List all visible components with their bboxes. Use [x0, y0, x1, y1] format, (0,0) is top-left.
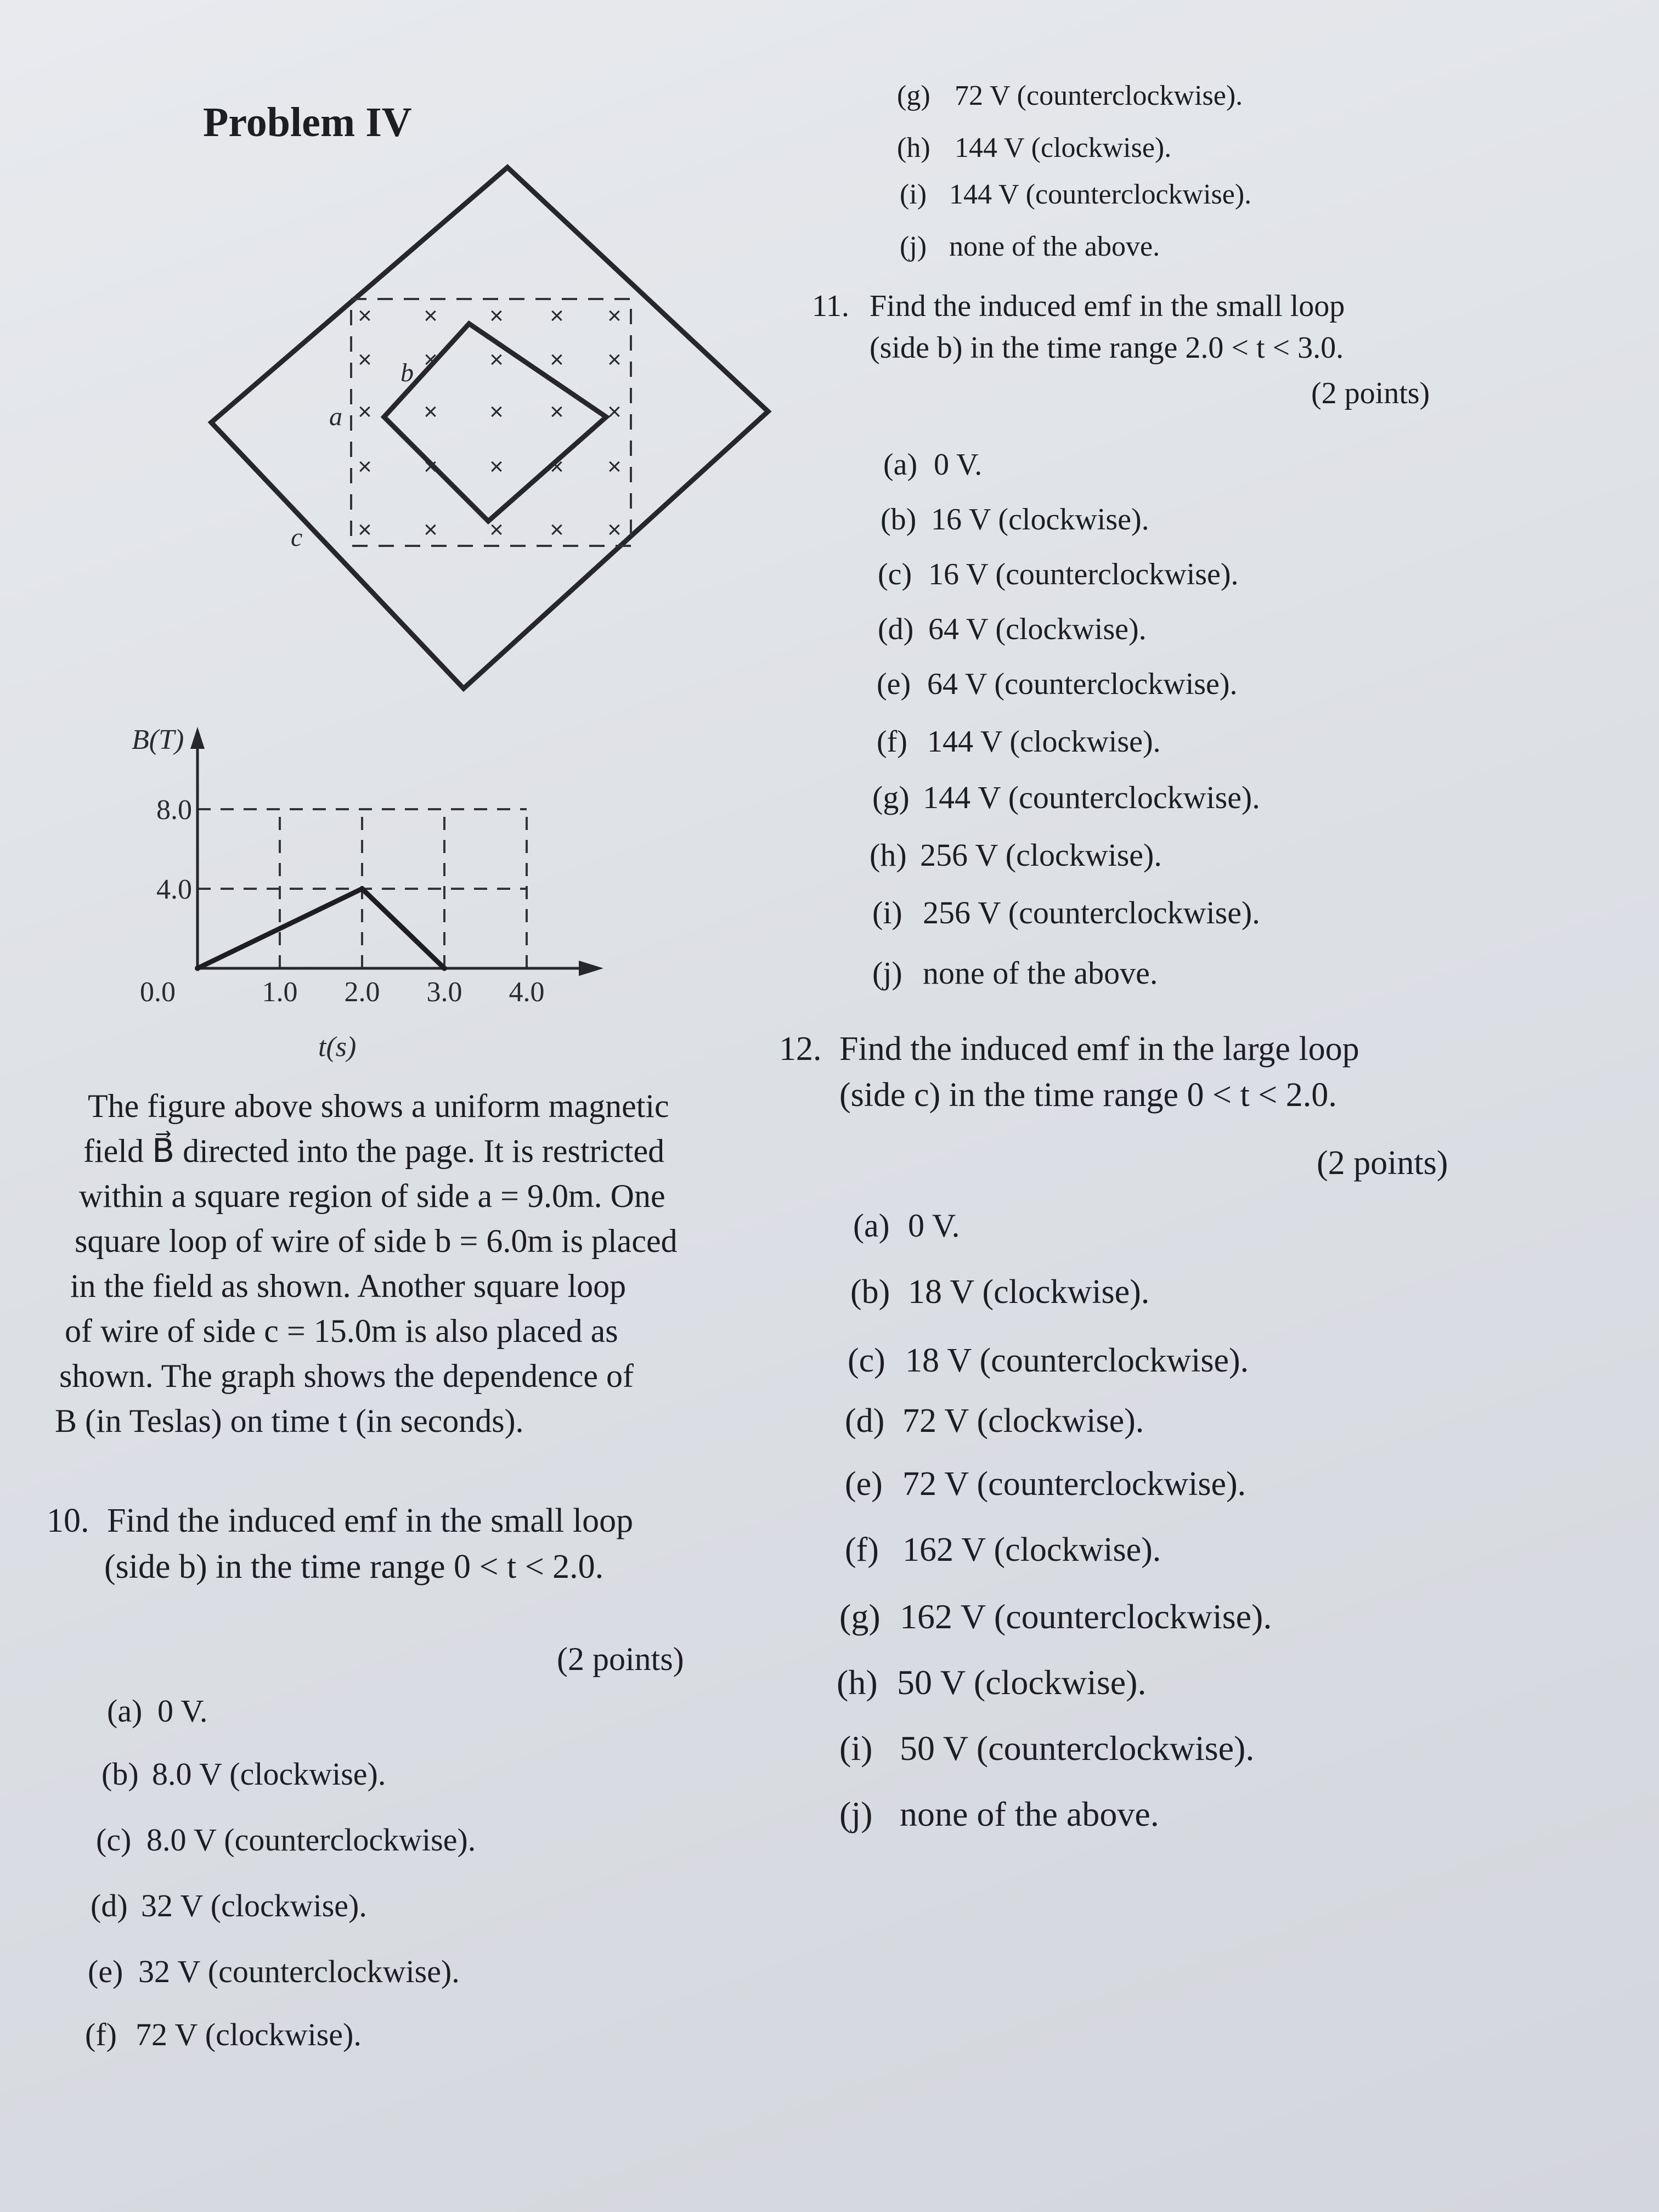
question-11 [812, 285, 1345, 369]
field-x-mark: × [607, 453, 622, 480]
intro-line: B (in Teslas) on time t (in seconds). [55, 1403, 524, 1439]
q12-option-i[interactable]: (i) 50 V (counterclockwise). [839, 1729, 1255, 1768]
q10-option-j[interactable]: (j) none of the above. [900, 231, 1160, 262]
field-x-mark: × [358, 398, 372, 425]
field-x-mark: × [424, 453, 438, 480]
field-x-mark: × [358, 302, 372, 329]
intro-line: of wire of side c = 15.0m is also placed as [65, 1313, 618, 1349]
field-x-mark: × [489, 453, 504, 480]
field-x-mark: × [550, 516, 564, 543]
intro-line: within a square region of side a = 9.0m. One [79, 1178, 665, 1214]
series-point [195, 966, 200, 971]
series-point [359, 886, 365, 891]
field-x-mark: × [607, 302, 622, 329]
y-tick-label: 4.0 [156, 874, 192, 905]
question-10-points: (2 points) [557, 1641, 684, 1677]
q11-option-a[interactable]: (a) 0 V. [883, 448, 983, 482]
intro-paragraph [55, 1084, 774, 1443]
question-text: Find the induced emf in the small loop [107, 1502, 634, 1539]
question-number: 11. [812, 289, 849, 323]
q12-option-b[interactable]: (b) 18 V (clockwise). [850, 1273, 1150, 1311]
field-x-mark: × [424, 302, 438, 329]
q11-option-h[interactable]: (h) 256 V (clockwise). [870, 837, 1162, 873]
field-x-mark: × [489, 302, 504, 329]
question-number: 10. [47, 1502, 89, 1539]
series-line-b [198, 889, 444, 968]
q12-option-g[interactable]: (g) 162 V (counterclockwise). [839, 1597, 1272, 1636]
question-number: 12. [779, 1030, 822, 1068]
q11-option-g[interactable]: (g) 144 V (counterclockwise). [872, 780, 1260, 815]
label-b: b [400, 358, 414, 387]
field-x-mark: × [358, 346, 372, 373]
field-x-mark: × [550, 398, 564, 425]
q11-option-b[interactable]: (b) 16 V (clockwise). [881, 503, 1149, 537]
q12-option-d[interactable]: (d) 72 V (clockwise). [845, 1402, 1144, 1440]
field-x-mark: × [607, 516, 622, 543]
intro-line: in the field as shown. Another square loop [70, 1268, 627, 1304]
q12-option-a[interactable]: (a) 0 V. [853, 1207, 960, 1244]
q10-option-i[interactable]: (i) 144 V (counterclockwise). [900, 179, 1252, 210]
intro-line: square loop of wire of side b = 6.0m is placed [75, 1223, 678, 1259]
question-text: Find the induced emf in the small loop [870, 289, 1345, 323]
intro-line: The figure above shows a uniform magnetic [88, 1088, 669, 1124]
question-text: (side b) in the time range 0 < t < 2.0. [104, 1548, 604, 1585]
q11-option-e[interactable]: (e) 64 V (counterclockwise). [877, 667, 1238, 701]
q11-option-j[interactable]: (j) none of the above. [872, 955, 1158, 991]
question-text: (side c) in the time range 0 < t < 2.0. [839, 1076, 1337, 1114]
problem-title: Problem IV [203, 99, 412, 145]
question-12-points: (2 points) [1317, 1144, 1448, 1182]
x-axis-arrow [579, 961, 603, 976]
y-axis-label: B(T) [132, 724, 184, 755]
field-x-mark: × [489, 516, 504, 543]
question-11-points: (2 points) [1311, 376, 1430, 410]
q10-option-a[interactable]: (a) 0 V. [107, 1693, 208, 1729]
field-x-mark: × [424, 398, 438, 425]
label-a: a [329, 402, 342, 431]
x-tick-label: 2.0 [344, 977, 380, 1008]
field-x-mark: × [489, 398, 504, 425]
y-tick-label: 8.0 [156, 794, 192, 826]
field-x-mark: × [607, 398, 622, 425]
q12-option-c[interactable]: (c) 18 V (counterclockwise). [848, 1342, 1249, 1379]
series-points [195, 886, 447, 971]
q12-option-e[interactable]: (e) 72 V (counterclockwise). [845, 1465, 1246, 1503]
x-tick-label: 1.0 [262, 977, 298, 1008]
q10-option-d[interactable]: (d) 32 V (clockwise). [91, 1888, 367, 1923]
intro-line: shown. The graph shows the dependence of [59, 1358, 634, 1394]
y-axis-arrow [190, 727, 205, 749]
field-x-mark: × [424, 346, 438, 373]
field-x-mark: × [550, 302, 564, 329]
q12-option-j[interactable]: (j) none of the above. [839, 1795, 1159, 1833]
field-x-mark: × [358, 516, 372, 543]
q10-option-c[interactable]: (c) 8.0 V (counterclockwise). [96, 1822, 476, 1858]
q10-option-g[interactable]: (g) 72 V (counterclockwise). [897, 80, 1243, 111]
x-axis-label: t(s) [318, 1031, 357, 1063]
label-c: c [291, 523, 303, 552]
question-text: (side b) in the time range 2.0 < t < 3.0. [870, 331, 1344, 365]
field-x-mark: × [358, 453, 372, 480]
question-10 [47, 1498, 633, 1590]
q10-option-h[interactable]: (h) 144 V (clockwise). [897, 132, 1172, 163]
q12-option-f[interactable]: (f) 162 V (clockwise). [845, 1531, 1161, 1568]
x-tick-label: 3.0 [426, 977, 462, 1008]
field-x-mark: × [607, 346, 622, 373]
field-x-mark: × [550, 453, 564, 480]
field-x-mark: × [550, 346, 564, 373]
q11-option-d[interactable]: (d) 64 V (clockwise). [878, 612, 1147, 646]
q10-option-f[interactable]: (f) 72 V (clockwise). [85, 2017, 362, 2052]
question-text: Find the induced emf in the large loop [839, 1030, 1359, 1068]
q10-option-e[interactable]: (e) 32 V (counterclockwise). [88, 1954, 460, 1989]
b-vs-t-chart [126, 702, 647, 1064]
q11-option-c[interactable]: (c) 16 V (counterclockwise). [878, 557, 1239, 591]
q11-option-f[interactable]: (f) 144 V (clockwise). [877, 725, 1161, 759]
large-loop-c [211, 167, 768, 689]
field-x-mark: × [489, 346, 504, 373]
question-12 [779, 1026, 1359, 1118]
field-x-mark: × [424, 516, 438, 543]
x-tick-label: 4.0 [509, 977, 545, 1008]
loop-diagram [203, 159, 785, 697]
q10-option-b[interactable]: (b) 8.0 V (clockwise). [101, 1756, 386, 1792]
intro-line: field B⃗ directed into the page. It is restricted [83, 1133, 665, 1169]
q12-option-h[interactable]: (h) 50 V (clockwise). [837, 1663, 1147, 1702]
y-tick-label: 0.0 [140, 977, 176, 1008]
q11-option-i[interactable]: (i) 256 V (counterclockwise). [872, 895, 1260, 930]
series-point [442, 966, 447, 971]
